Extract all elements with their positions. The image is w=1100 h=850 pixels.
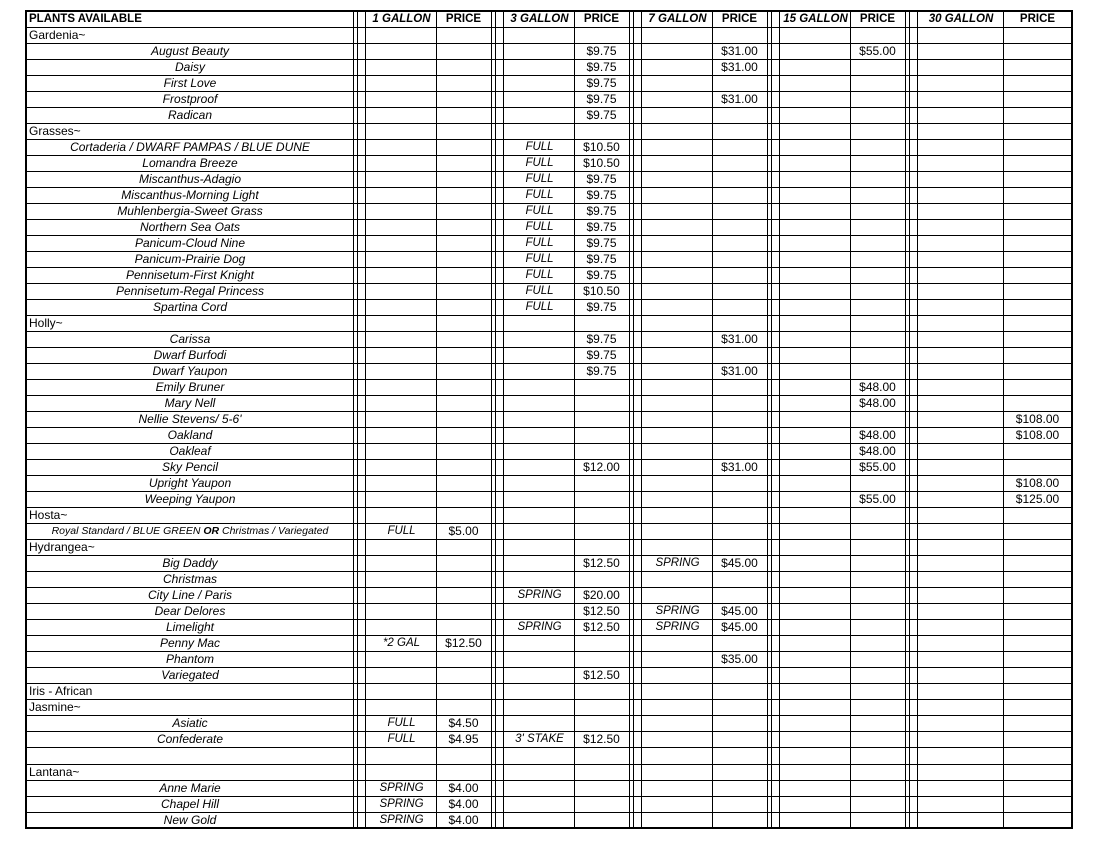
price-cell: $12.50: [445, 636, 482, 650]
plant-name: Lomandra Breeze: [142, 156, 238, 170]
header-30-gallon: 30 GALLON: [928, 13, 994, 25]
size-note-cell: *2 GAL: [382, 637, 421, 649]
plant-name: [27, 524, 353, 539]
size-note-cell: FULL: [525, 237, 554, 249]
table-row: [27, 620, 1071, 636]
plant-name-part: Royal Standard / BLUE GREEN: [51, 525, 204, 537]
plant-name: Panicum-Prairie Dog: [134, 252, 246, 266]
header-3-gallon: 3 GALLON: [510, 13, 569, 25]
price-cell: $55.00: [859, 44, 896, 58]
plant-name-part: Christmas / Variegated: [219, 525, 329, 537]
category-name: Hydrangea~: [29, 540, 95, 554]
plant-name: Frostproof: [162, 92, 218, 106]
price-cell: $9.75: [586, 220, 617, 234]
table-row: [27, 428, 1071, 444]
table-row: [27, 364, 1071, 380]
table-row: [27, 108, 1071, 124]
plant-name: Radican: [167, 108, 213, 122]
plant-name: Dwarf Yaupon: [152, 364, 228, 378]
table-row: [27, 604, 1071, 620]
table-row: [27, 284, 1071, 300]
column-divider: [850, 12, 851, 827]
price-cell: $10.50: [583, 284, 620, 298]
table-row: [27, 380, 1071, 396]
price-cell: $48.00: [859, 444, 896, 458]
plant-name: Mary Nell: [164, 396, 216, 410]
plant-name: Variegated: [161, 668, 219, 682]
table-row: [27, 572, 1071, 588]
plant-name: Oakleaf: [169, 444, 211, 458]
plant-name: Miscanthus-Adagio: [138, 172, 242, 186]
plant-name: Sky Pencil: [161, 460, 219, 474]
header-3-gallon-price: PRICE: [583, 13, 620, 25]
table-row: [27, 412, 1071, 428]
category-row: [27, 508, 1071, 524]
plant-name: Dear Delores: [154, 604, 226, 618]
price-cell: $35.00: [721, 652, 758, 666]
plant-name-or: OR: [203, 525, 220, 537]
plant-name: Confederate: [156, 732, 224, 746]
header-30-gallon-price: PRICE: [1019, 13, 1056, 25]
price-cell: $9.75: [586, 204, 617, 218]
category-row: [27, 765, 1071, 781]
size-note-cell: FULL: [525, 205, 554, 217]
price-cell: $31.00: [721, 364, 758, 378]
table-row: [27, 588, 1071, 604]
price-cell: $10.50: [583, 140, 620, 154]
plant-name: Miscanthus-Morning Light: [121, 188, 259, 202]
price-cell: $10.50: [583, 156, 620, 170]
price-cell: $9.75: [586, 108, 617, 122]
table-row: [27, 348, 1071, 364]
column-divider: [641, 12, 642, 827]
table-row: [27, 748, 1071, 765]
header-7-gallon: 7 GALLON: [648, 13, 707, 25]
header-1-gallon-price: PRICE: [445, 13, 482, 25]
size-note-cell: SPRING: [517, 589, 562, 601]
category-name: Hosta~: [29, 508, 68, 522]
plant-name: Dwarf Burfodi: [153, 348, 227, 362]
column-divider: [365, 12, 366, 827]
plant-name: New Gold: [163, 813, 217, 827]
table-row: [27, 44, 1071, 60]
price-cell: $5.00: [448, 524, 479, 538]
category-row: [27, 700, 1071, 716]
plant-name: August Beauty: [150, 44, 230, 58]
price-cell: $108.00: [1015, 476, 1060, 490]
table-row: [27, 556, 1071, 572]
price-cell: $9.75: [586, 268, 617, 282]
price-cell: $9.75: [586, 44, 617, 58]
table-row: [27, 76, 1071, 92]
size-note-cell: SPRING: [655, 621, 700, 633]
category-row: [27, 124, 1071, 140]
table-row: [27, 636, 1071, 652]
column-divider: [712, 12, 713, 827]
size-note-cell: SPRING: [655, 557, 700, 569]
price-cell: $108.00: [1015, 412, 1060, 426]
table-row: [27, 476, 1071, 492]
price-cell: $9.75: [586, 252, 617, 266]
header-15-gallon: 15 GALLON: [783, 13, 848, 25]
category-name: Iris - African: [29, 684, 93, 698]
plant-name: Big Daddy: [162, 556, 218, 570]
plant-name: Upright Yaupon: [148, 476, 232, 490]
price-cell: $9.75: [586, 92, 617, 106]
price-cell: $108.00: [1015, 428, 1060, 442]
price-cell: $31.00: [721, 44, 758, 58]
column-divider: [905, 12, 910, 827]
category-row: [27, 540, 1071, 556]
price-cell: $4.00: [448, 813, 479, 827]
table-row: [27, 268, 1071, 284]
plant-name: Daisy: [174, 60, 205, 74]
price-cell: $31.00: [721, 332, 758, 346]
price-cell: $31.00: [721, 460, 758, 474]
size-note-cell: SPRING: [379, 782, 424, 794]
table-row: [27, 140, 1071, 156]
table-row: [27, 652, 1071, 668]
price-cell: $12.50: [583, 732, 620, 746]
price-cell: $9.75: [586, 188, 617, 202]
price-cell: $4.95: [448, 732, 479, 746]
table-row: [27, 781, 1071, 797]
plant-name: Christmas: [162, 572, 217, 586]
category-name: Gardenia~: [29, 28, 86, 42]
size-note-cell: FULL: [387, 525, 416, 537]
size-note-cell: SPRING: [517, 621, 562, 633]
table-row: [27, 813, 1071, 829]
category-row: [27, 28, 1071, 44]
table-row: [27, 92, 1071, 108]
price-list-table: [25, 10, 1073, 829]
price-cell: $55.00: [859, 492, 896, 506]
table-row: [27, 236, 1071, 252]
size-note-cell: FULL: [387, 717, 416, 729]
table-row: [27, 300, 1071, 316]
plant-name: Penny Mac: [159, 636, 221, 650]
size-note-cell: FULL: [525, 157, 554, 169]
price-cell: $12.50: [583, 604, 620, 618]
plant-name: Carissa: [169, 332, 211, 346]
table-row: [27, 188, 1071, 204]
price-cell: $9.75: [586, 300, 617, 314]
price-cell: $12.50: [583, 620, 620, 634]
table-row: [27, 60, 1071, 76]
table-row: [27, 732, 1071, 748]
price-cell: $12.50: [583, 556, 620, 570]
table-row: [27, 460, 1071, 476]
plant-name: Oakland: [167, 428, 213, 442]
table-row: [27, 716, 1071, 732]
table-row: [27, 396, 1071, 412]
price-cell: $9.75: [586, 332, 617, 346]
table-row: [27, 204, 1071, 220]
size-note-cell: SPRING: [379, 814, 424, 826]
table-row: [27, 332, 1071, 348]
size-note-cell: FULL: [525, 285, 554, 297]
price-cell: $55.00: [859, 460, 896, 474]
price-cell: $31.00: [721, 60, 758, 74]
size-note-cell: FULL: [525, 189, 554, 201]
header-1-gallon: 1 GALLON: [372, 13, 431, 25]
plant-name: Weeping Yaupon: [144, 492, 236, 506]
header-7-gallon-price: PRICE: [721, 13, 758, 25]
size-note-cell: FULL: [525, 269, 554, 281]
price-cell: $12.50: [583, 668, 620, 682]
price-cell: $9.75: [586, 364, 617, 378]
plant-name: First Love: [163, 76, 217, 90]
price-cell: $31.00: [721, 92, 758, 106]
category-row: [27, 316, 1071, 332]
price-cell: $12.00: [583, 460, 620, 474]
price-cell: $20.00: [583, 588, 620, 602]
plant-name: Anne Marie: [159, 781, 221, 795]
table-row: [27, 797, 1071, 813]
table-row: [27, 668, 1071, 684]
plant-name: Limelight: [165, 620, 215, 634]
size-note-cell: FULL: [525, 141, 554, 153]
plant-name: Panicum-Cloud Nine: [134, 236, 246, 250]
category-row: [27, 684, 1071, 700]
column-divider: [629, 12, 634, 827]
plant-name: Phantom: [165, 652, 215, 666]
size-note-cell: FULL: [387, 733, 416, 745]
size-note-cell: SPRING: [655, 605, 700, 617]
price-cell: $4.50: [448, 716, 479, 730]
plant-name: Chapel Hill: [160, 797, 220, 811]
plant-name: Cortaderia / DWARF PAMPAS / BLUE DUNE: [70, 140, 310, 154]
price-cell: $48.00: [859, 396, 896, 410]
category-name: Lantana~: [29, 765, 80, 779]
blank-cell: [27, 748, 353, 764]
price-cell: $125.00: [1015, 492, 1060, 506]
category-name: Jasmine~: [29, 700, 81, 714]
table-row: [27, 492, 1071, 508]
size-note-cell: FULL: [525, 173, 554, 185]
plant-name: Pennisetum-First Knight: [125, 268, 255, 282]
size-note-cell: FULL: [525, 301, 554, 313]
price-cell: $45.00: [721, 604, 758, 618]
category-name: Grasses~: [29, 124, 81, 138]
price-cell: $4.00: [448, 781, 479, 795]
column-divider: [1003, 12, 1004, 827]
table-row: [27, 220, 1071, 236]
column-divider: [503, 12, 504, 827]
price-cell: $9.75: [586, 172, 617, 186]
price-cell: $48.00: [859, 380, 896, 394]
size-note-cell: FULL: [525, 253, 554, 265]
price-cell: $45.00: [721, 620, 758, 634]
table-row: [27, 156, 1071, 172]
plant-name: Spartina Cord: [152, 300, 228, 314]
size-note-cell: FULL: [525, 221, 554, 233]
table-row: [27, 172, 1071, 188]
column-divider: [436, 12, 437, 827]
category-name: Holly~: [29, 316, 63, 330]
price-cell: $48.00: [859, 428, 896, 442]
plant-name: Pennisetum-Regal Princess: [115, 284, 265, 298]
price-cell: $9.75: [586, 76, 617, 90]
plant-name: Nellie Stevens/ 5-6': [138, 412, 242, 426]
column-divider: [779, 12, 780, 827]
size-note-cell: 3' STAKE: [515, 733, 564, 745]
price-cell: $9.75: [586, 236, 617, 250]
column-divider: [917, 12, 918, 827]
table-header-row: [27, 12, 1071, 28]
price-cell: $9.75: [586, 60, 617, 74]
price-cell: $4.00: [448, 797, 479, 811]
table-row: [27, 252, 1071, 268]
plant-name: City Line / Paris: [147, 588, 233, 602]
table-row: [27, 444, 1071, 460]
price-cell: $9.75: [586, 348, 617, 362]
size-note-cell: SPRING: [379, 798, 424, 810]
plant-name: Muhlenbergia-Sweet Grass: [117, 204, 263, 218]
column-divider: [574, 12, 575, 827]
header-15-gallon-price: PRICE: [859, 13, 896, 25]
plant-name: Emily Bruner: [155, 380, 225, 394]
plant-name: Asiatic: [172, 716, 208, 730]
column-divider: [491, 12, 496, 827]
header-plants-available: PLANTS AVAILABLE: [29, 13, 142, 25]
column-divider: [353, 12, 358, 827]
plant-name: Northern Sea Oats: [139, 220, 241, 234]
table-row: [27, 524, 1071, 540]
column-divider: [767, 12, 772, 827]
price-cell: $45.00: [721, 556, 758, 570]
